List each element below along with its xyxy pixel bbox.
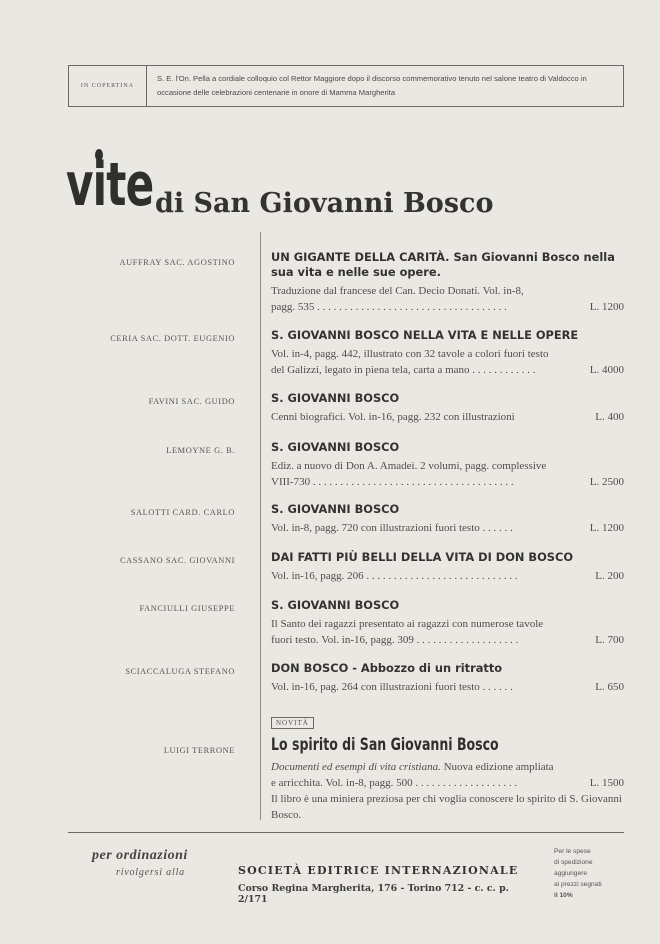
shipping-note-line: Per le spese <box>554 848 591 855</box>
entry-price: L. 4000 <box>589 364 624 376</box>
entry-content <box>271 502 624 536</box>
cover-caption-box <box>68 65 624 107</box>
entry-author: LEMOYNE G. B. <box>166 446 235 455</box>
entry-price-line <box>271 679 624 695</box>
entry-leader: Vol. in-16, pagg. 206 . . . . . . . . . . . . . . . . . . . . . . . . . . . . <box>271 570 518 582</box>
entry-title: S. GIOVANNI BOSCO NELLA VITA E NELLE OPERE <box>271 328 579 342</box>
entry-content <box>271 440 624 490</box>
entry-leader: Vol. in-8, pagg. 720 con illustrazioni fuori testo . . . . . . <box>271 522 513 534</box>
entry-leader: Vol. in-16, pag. 264 con illustrazioni fuori testo . . . . . . <box>271 681 513 693</box>
entry-leader: del Galizzi, legato in piena tela, carta a mano . . . . . . . . . . . . <box>271 364 536 376</box>
entry-author: CASSANO SAC. GIOVANNI <box>119 556 235 565</box>
entry-author: LUIGI TERRONE <box>163 746 235 755</box>
column-divider <box>260 232 261 820</box>
entry-title: S. GIOVANNI BOSCO <box>271 440 400 454</box>
entry-title: S. GIOVANNI BOSCO <box>271 598 400 612</box>
entry-price-line <box>271 775 624 791</box>
publisher-block <box>238 864 538 905</box>
order-line-1: per ordinazioni <box>92 848 188 863</box>
order-line-2: rivolgersi alla <box>116 867 185 878</box>
entry-price-line <box>271 474 624 490</box>
publisher-name: SOCIETÀ EDITRICE INTERNAZIONALE <box>238 864 519 877</box>
entry-title: UN GIGANTE DELLA CARITÀ. San Giovanni Bosco nella sua vita e nelle sue opere. <box>271 250 615 279</box>
entry-description-rest: Nuova edizione ampliata <box>440 761 554 773</box>
entry-content <box>271 391 624 425</box>
entry-description <box>271 759 624 775</box>
entry-author: FAVINI SAC. GUIDO <box>148 397 235 406</box>
entry-title: S. GIOVANNI BOSCO <box>271 502 400 516</box>
shipping-note-line: il 10% <box>554 892 573 899</box>
entry-description: Traduzione dal francese del Can. Decio Donati. Vol. in-8, <box>271 285 524 297</box>
entry-price-line <box>271 299 624 315</box>
entry-title: DON BOSCO - Abbozzo di un ritratto <box>271 661 503 675</box>
entry-price: L. 200 <box>595 570 624 582</box>
entry-content <box>271 598 624 648</box>
entry-author: CERIA SAC. DOTT. EUGENIO <box>110 334 235 343</box>
entry-content <box>271 712 624 823</box>
entry-price: L. 400 <box>595 411 624 423</box>
entry-price-line <box>271 362 624 378</box>
shipping-note-line: di spedizione <box>554 859 593 866</box>
entry-title: Lo spirito di San Giovanni Bosco <box>271 735 499 755</box>
cover-label: IN COPERTINA <box>69 66 147 106</box>
entry-price: L. 2500 <box>589 476 624 488</box>
entry-author: SALOTTI CARD. CARLO <box>130 508 235 517</box>
header-title: di San Giovanni Bosco <box>155 188 494 219</box>
order-instructions <box>92 848 222 878</box>
entry-description: Vol. in-4, pagg. 442, illustrato con 32 tavole a colori fuori testo <box>271 348 549 360</box>
entry-description-italic: Documenti ed esempi di vita cristiana. <box>271 761 441 773</box>
entry-content <box>271 661 624 695</box>
entry-leader: e arricchita. Vol. in-8, pagg. 500 . . . . . . . . . . . . . . . . . . . <box>271 777 518 789</box>
entry-price: L. 700 <box>595 634 624 646</box>
shipping-note <box>554 846 630 901</box>
shipping-note-line: ai prezzi segnati <box>554 881 602 888</box>
header-vite-word: vite <box>66 150 154 220</box>
novita-badge: NOVITÀ <box>271 717 314 729</box>
entry-author: FANCIULLI GIUSEPPE <box>139 604 235 613</box>
entry-price: L. 1500 <box>589 777 624 789</box>
entry-title: DAI FATTI PIÙ BELLI DELLA VITA DI DON BOSCO <box>271 550 574 564</box>
entry-price: L. 650 <box>595 681 624 693</box>
entry-price-line <box>271 520 624 536</box>
entry-content <box>271 250 624 315</box>
footer-divider <box>68 832 624 833</box>
entry-price-line <box>271 409 624 425</box>
entry-leader: Cenni biografici. Vol. in-16, pagg. 232 con illustrazioni <box>271 411 515 423</box>
cover-caption-text: S. E. l'On. Pella a cordiale colloquio col Rettor Maggiore dopo il discorso commemorativo tenuto nel salone teatro di Valdocco in occasione delle celebrazioni centenarie in onore di Mamma Margherita <box>157 74 587 97</box>
publisher-address: Corso Regina Margherita, 176 - Torino 712 - c. c. p. 2/171 <box>238 883 509 905</box>
entry-description: Il Santo dei ragazzi presentato ai ragazzi con numerose tavole <box>271 618 544 630</box>
entry-leader: fuori testo. Vol. in-16, pagg. 309 . . . . . . . . . . . . . . . . . . . <box>271 634 519 646</box>
entry-author: AUFFRAY SAC. AGOSTINO <box>119 258 235 267</box>
shipping-note-line: aggiungere <box>554 870 587 877</box>
entry-author: SCIACCALUGA STEFANO <box>125 667 235 676</box>
entry-price-line <box>271 632 624 648</box>
entry-content <box>271 550 624 584</box>
entry-content <box>271 328 624 378</box>
entry-title: S. GIOVANNI BOSCO <box>271 391 400 405</box>
entry-price-line <box>271 568 624 584</box>
entry-leader: pagg. 535 . . . . . . . . . . . . . . . . . . . . . . . . . . . . . . . . . . . <box>271 301 507 313</box>
entry-leader: VIII-730 . . . . . . . . . . . . . . . . . . . . . . . . . . . . . . . . . . . . . <box>271 476 514 488</box>
entry-note: Il libro è una miniera preziosa per chi voglia conoscere lo spirito di S. Giovanni Bosco. <box>271 793 622 821</box>
entry-description: Ediz. a nuovo di Don A. Amadei. 2 volumi, pagg. complessive <box>271 460 547 472</box>
entry-price: L. 1200 <box>589 522 624 534</box>
entry-price: L. 1200 <box>589 301 624 313</box>
